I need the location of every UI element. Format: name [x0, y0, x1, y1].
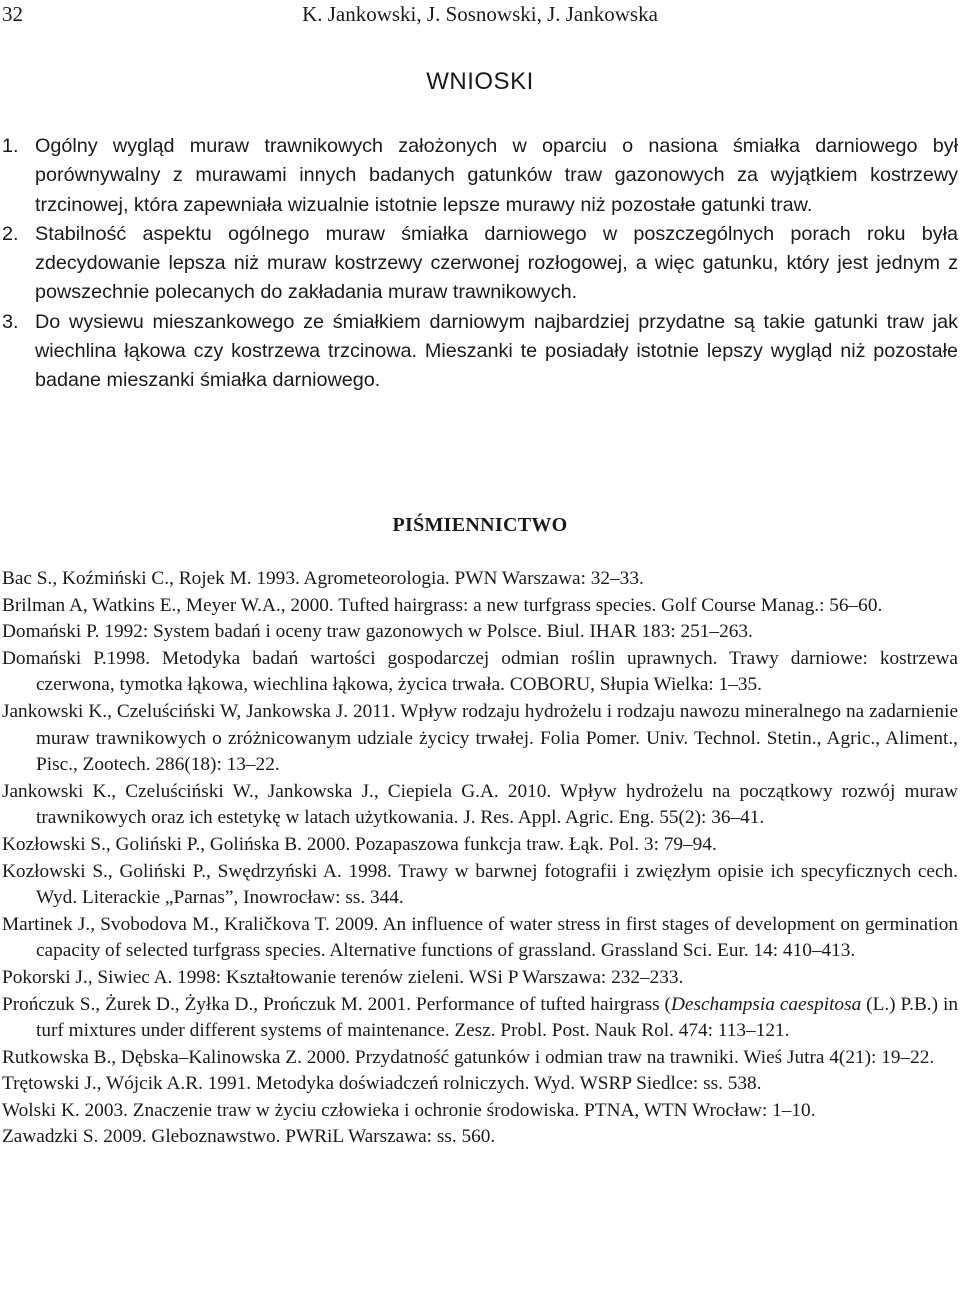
- conclusion-text: Ogólny wygląd muraw trawnikowych założonych w oparciu o nasiona śmiałka darniowego był porównywalny z murawami innych badanych gatunków traw gazonowych za wyjątkiem kostrzewy trzcinowej, która zapewniała wizualnie istotnie lepsze murawy niż pozostałe gatunki traw.: [35, 135, 958, 216]
- reference-item: Rutkowska B., Dębska–Kalinowska Z. 2000. Przydatność gatunków i odmian traw na trawniki. Wieś Jutra 4(21): 19–22.: [2, 1046, 935, 1068]
- reference-item: Kozłowski S., Goliński P., Swędrzyński A. 1998. Trawy w barwnej fotografii i zwięzłym opisie ich specyficznych cech. Wyd. Literackie „Parnas”, Inowrocław: ss. 344.: [2, 860, 958, 909]
- reference-text-before: Prończuk S., Żurek D., Żyłka D., Prończuk M. 2001. Performance of tufted hairgrass (: [2, 993, 671, 1015]
- conclusion-number: 2.: [2, 222, 19, 245]
- section-title-conclusions: WNIOSKI: [426, 68, 534, 95]
- reference-item: Martinek J., Svobodova M., Kraličkova T. 2009. An influence of water stress in first stages of development on germination capacity of selected turfgrass species. Alternative functions of grassland. Grassland Sci. Eur. 14: 410–413.: [2, 913, 958, 962]
- reference-item: Wolski K. 2003. Znaczenie traw w życiu człowieka i ochronie środowiska. PTNA, WTN Wrocław: 1–10.: [2, 1099, 816, 1121]
- reference-species-italic: Deschampsia caespitosa: [670, 993, 862, 1015]
- conclusion-text: Do wysiewu mieszankowego ze śmiałkiem darniowym najbardziej przydatne są takie gatunki traw jak wiechlina łąkowa czy kostrzewa trzcinowa. Mieszanki te posiadały istotnie lepszy wygląd niż pozostałe badane mieszanki śmiałka darniowego.: [35, 310, 958, 392]
- page-number: 32: [2, 2, 23, 26]
- running-title: K. Jankowski, J. Sosnowski, J. Jankowska: [302, 2, 658, 26]
- conclusion-item: [2, 308, 958, 396]
- conclusion-number: 3.: [2, 310, 19, 333]
- reference-item: Pokorski J., Siwiec A. 1998: Kształtowanie terenów zieleni. WSi P Warszawa: 232–233.: [2, 966, 684, 988]
- reference-item: [2, 992, 958, 1045]
- reference-item: Bac S., Koźmiński C., Rojek M. 1993. Agrometeorologia. PWN Warszawa: 32–33.: [2, 568, 644, 589]
- reference-item: Domański P. 1992: System badań i oceny traw gazonowych w Polsce. Biul. IHAR 183: 251–263.: [2, 621, 753, 643]
- reference-item: Trętowski J., Wójcik A.R. 1991. Metodyka doświadczeń rolniczych. Wyd. WSRP Siedlce: ss. 538.: [2, 1073, 762, 1095]
- reference-text-after: (L.) P.B.) in turf mixtures under different systems of maintenance. Zesz. Probl. Post. Nauk Rol. 474: 113–121.: [36, 993, 958, 1042]
- conclusion-number: 1.: [2, 135, 19, 157]
- reference-item: Jankowski K., Czeluściński W, Jankowska J. 2011. Wpływ rodzaju hydrożelu i rodzaju nawozu mineralnego na zadarnienie muraw trawnikowych o zróżnicowanym udziale życicy trwałej. Folia Pomer. Univ. Technol. Stetin., Agric., Aliment., Pisc., Zootech. 286(18): 13–22.: [2, 700, 958, 776]
- conclusion-text: Stabilność aspektu ogólnego muraw śmiałka darniowego w poszczególnych porach roku była zdecydowanie lepsza niż muraw kostrzewy czerwonej rozłogowej, a więc gatunku, który jest jednym z powszechnie polecanych do zakładania muraw trawnikowych.: [35, 222, 958, 304]
- conclusion-item: [2, 220, 958, 308]
- conclusion-item: [2, 132, 958, 220]
- reference-item: Zawadzki S. 2009. Gleboznawstwo. PWRiL Warszawa: ss. 560.: [2, 1126, 496, 1148]
- reference-item: Brilman A, Watkins E., Meyer W.A., 2000. Tufted hairgrass: a new turfgrass species. Golf Course Manag.: 56–60.: [2, 594, 883, 616]
- conclusions-list: [2, 132, 958, 396]
- reference-item: Kozłowski S., Goliński P., Golińska B. 2000. Pozapaszowa funkcja traw. Łąk. Pol. 3: 79–94.: [2, 833, 717, 855]
- reference-item: Domański P.1998. Metodyka badań wartości gospodarczej odmian roślin uprawnych. Trawy darniowe: kostrzewa czerwona, tymotka łąkowa, wiechlina łąkowa, życica trwała. COBORU, Słupia Wielka: 1–35.: [2, 647, 958, 696]
- page-header: [0, 0, 960, 30]
- section-title-references: PIŚMIENNICTWO: [392, 514, 568, 536]
- reference-item: Jankowski K., Czeluściński W., Jankowska J., Ciepiela G.A. 2010. Wpływ hydrożelu na początkowy rozwój muraw trawnikowych oraz ich estetykę w latach użytkowania. J. Res. Appl. Agric. Eng. 55(2): 36–41.: [2, 780, 958, 829]
- references-list: [2, 566, 958, 1151]
